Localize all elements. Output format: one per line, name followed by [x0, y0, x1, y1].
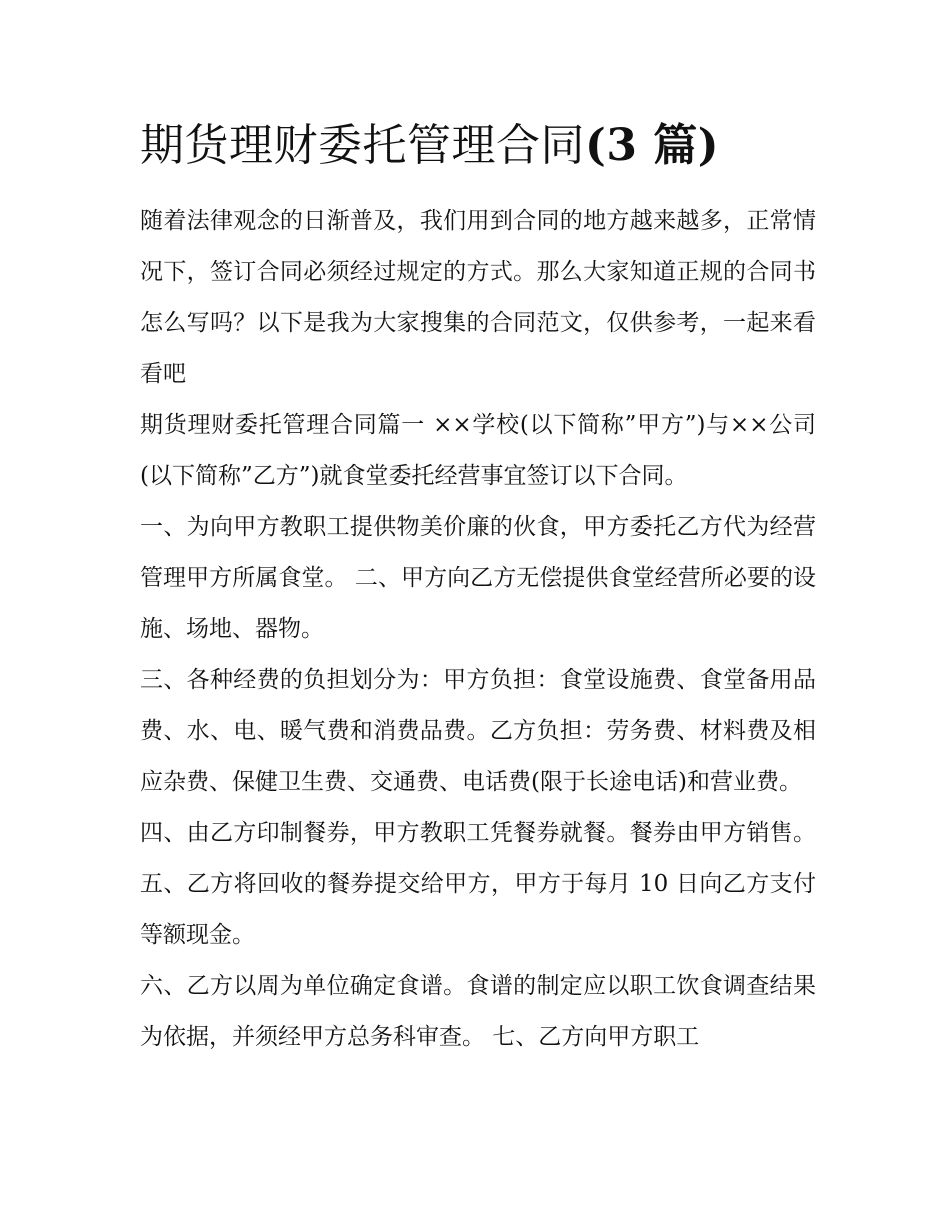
document-title [140, 114, 816, 178]
clause-paragraph: 三、各种经费的负担划分为：甲方负担：食堂设施费、食堂备用品费、水、电、暖气费和消费品费。乙方负担：劳务费、材料费及相应杂费、保健卫生费、交通费、电话费(限于长途电话)和营业费。 [140, 667, 816, 795]
clause-paragraph: 一、为向甲方教职工提供物美价廉的伙食，甲方委托乙方代为经营管理甲方所属食堂。 二、甲方向乙方无偿提供食堂经营所必要的设施、场地、器物。 [140, 514, 816, 642]
title-count-text: (3 篇) [585, 120, 720, 171]
title-main-text: 期货理财委托管理合同 [140, 120, 585, 171]
clause-paragraph: 六、乙方以周为单位确定食谱。食谱的制定应以职工饮食调查结果为依据，并须经甲方总务科审查。 七、乙方向甲方职工 [140, 973, 816, 1050]
contract-opening-paragraph: 期货理财委托管理合同篇一 ××学校(以下简称”甲方”)与××公司(以下简称”乙方”)就食堂委托经营事宜签订以下合同。 [140, 412, 816, 489]
intro-paragraph: 随着法律观念的日渐普及，我们用到合同的地方越来越多，正常情况下，签订合同必须经过规定的方式。那么大家知道正规的合同书怎么写吗？以下是我为大家搜集的合同范文，仅供参考，一起来看看吧 [140, 208, 816, 387]
clause-paragraph: 四、由乙方印制餐券，甲方教职工凭餐券就餐。餐券由甲方销售。 五、乙方将回收的餐券提交给甲方，甲方于每月 10 日向乙方支付等额现金。 [140, 820, 816, 948]
document-body [140, 114, 816, 1063]
